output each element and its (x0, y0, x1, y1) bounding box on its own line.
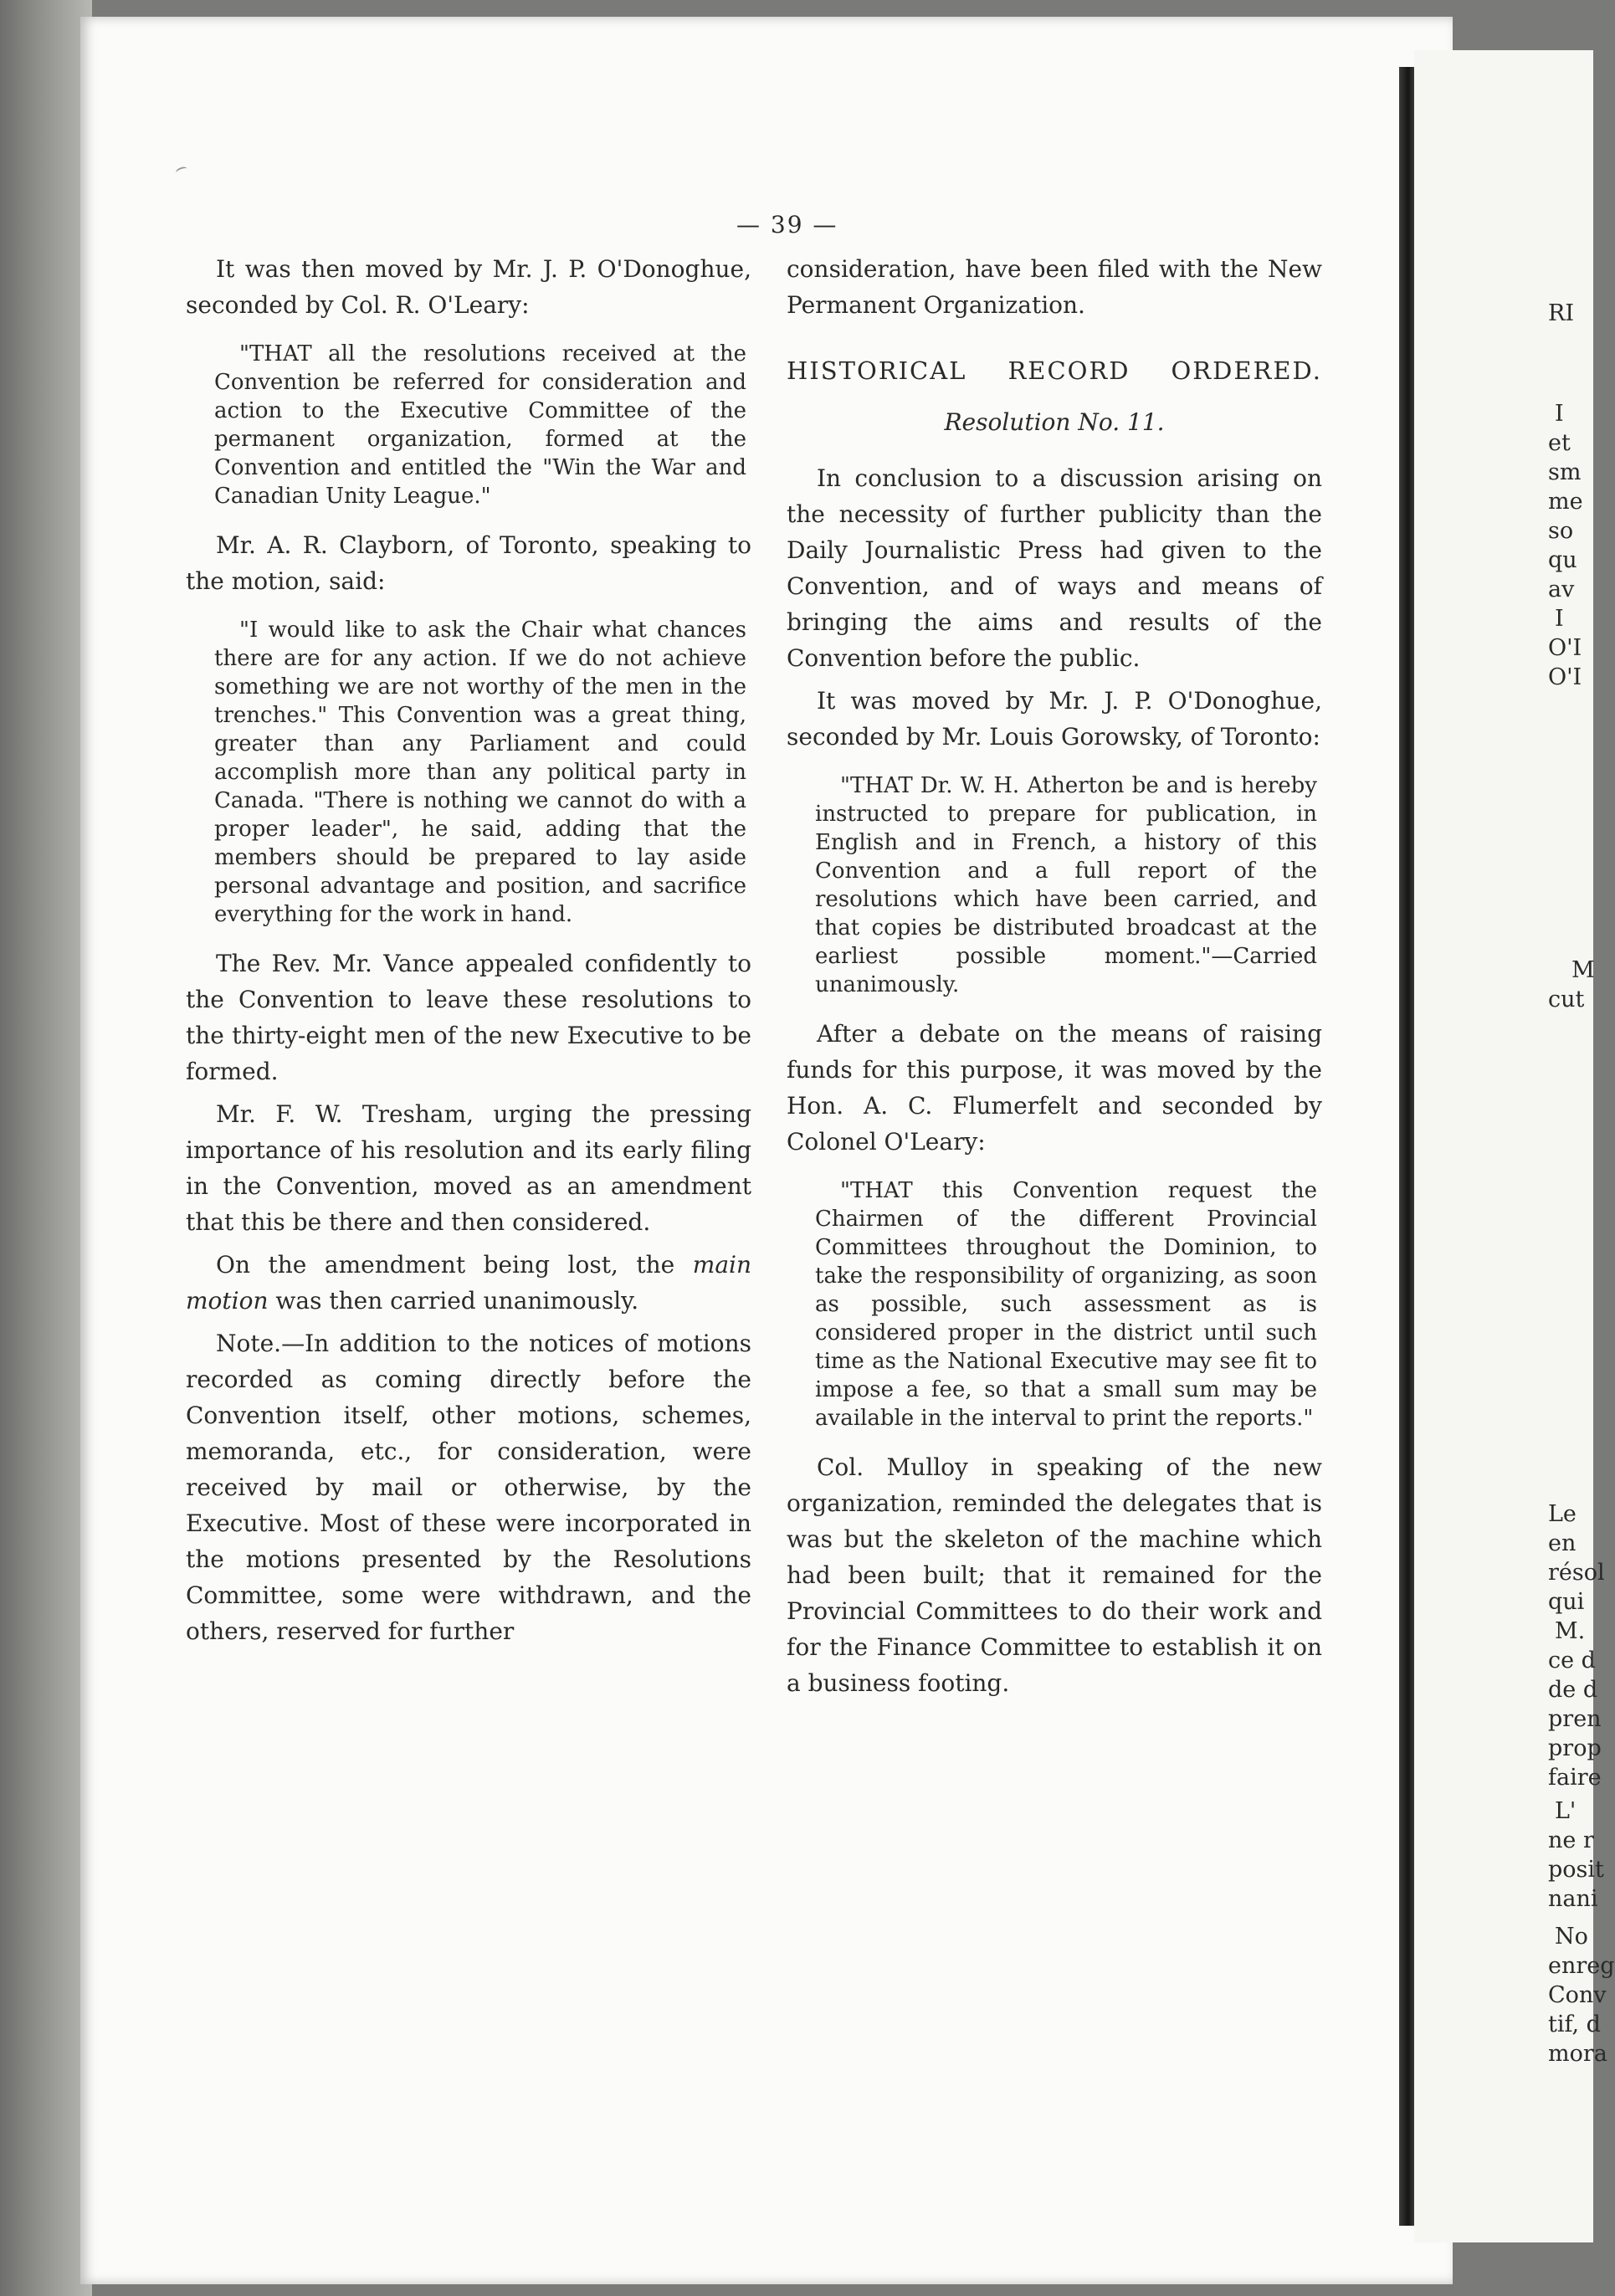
main-motion-emphasis: main motion (186, 1251, 751, 1315)
left-column (186, 251, 751, 1656)
facing-fragment: Le (1548, 1501, 1577, 1527)
facing-fragment: sm (1548, 459, 1582, 485)
facing-fragment: et (1548, 430, 1571, 456)
facing-fragment: qu (1548, 547, 1577, 573)
facing-fragment: RI (1548, 300, 1574, 326)
facing-fragment: No (1555, 1924, 1588, 1950)
facing-fragment: nani (1548, 1886, 1598, 1912)
facing-fragment: pren (1548, 1706, 1602, 1732)
facing-fragment: av (1548, 577, 1575, 602)
facing-fragment: prop (1548, 1735, 1602, 1761)
funds-debate: After a debate on the means of raising funds for this purpose, it was moved by the Hon. A. C. Flumerfelt and seconded by Colonel O'Leary: (787, 1020, 1322, 1156)
facing-fragment: O'I (1548, 664, 1582, 690)
main-motion-text-a: On the amendment being lost, the (216, 1251, 693, 1279)
continuation-paragraph: consideration, have been filed with the New Permanent Organization. (787, 255, 1322, 319)
publicity-discussion: In conclusion to a discussion arising on the necessity of further publicity than the Daily Journalistic Press had given to the Convention, and of ways and means of bringing the aims and results of the Convention before the public. (787, 464, 1322, 672)
facing-page-text (1414, 50, 1615, 2242)
facing-fragment: de d (1548, 1677, 1598, 1703)
motion-intro-history: It was moved by Mr. J. P. O'Donoghue, seconded by Mr. Louis Gorowsky, of Toronto: (787, 687, 1322, 751)
facing-fragment: ne r (1548, 1827, 1594, 1853)
resolution-quote-referral: "THAT all the resolutions received at the Convention be referred for consideration and action to the Executive Committee of the permanent organization, formed at the Convention and entitled the "Win the War and Canadian Unity League." (214, 341, 746, 509)
facing-fragment: posit (1548, 1857, 1604, 1883)
facing-fragment: faire (1548, 1765, 1602, 1791)
page-number: — 39 — (736, 211, 838, 238)
vance-appeal: The Rev. Mr. Vance appealed confidently to the Convention to leave these resolutions to the thirty-eight men of the new Executive to be formed. (186, 950, 751, 1085)
main-motion-carried (186, 1247, 751, 1319)
facing-fragment: I (1555, 606, 1564, 632)
resolution-quote-funds: "THAT this Convention request the Chairmen of the different Provincial Committees throughout the Dominion, to take the responsibility of organizing, as soon as possible, such assessment as is considered proper in the district until such time as the National Executive may see fit to impose a fee, so that a small sum may be available in the interval to print the reports." (815, 1178, 1317, 1431)
facing-fragment: I (1555, 401, 1564, 427)
facing-fragment: mora (1548, 2041, 1607, 2067)
facing-fragment: L' (1555, 1798, 1577, 1824)
clayborn-speech: "I would like to ask the Chair what chances there are for any action. If we do not achieve something we are not worthy of the men in the trenches." This Convention was a great thing, greater than any Parliament and could accomplish more than any political party in Canada. "There is nothing we cannot do with a proper leader", he said, adding that the members should be prepared to lay aside personal advantage and position, and sacrifice everything for the work in hand. (214, 618, 746, 927)
facing-fragment: qui (1548, 1589, 1585, 1615)
speaker-intro: Mr. A. R. Clayborn, of Toronto, speaking to the motion, said: (186, 531, 751, 595)
mulloy-remarks: Col. Mulloy in speaking of the new organization, reminded the delegates that is was but the skeleton of the machine which had been built; that it remained for the Provincial Committees to do their work and for the Finance Committee to establish it on a business footing. (787, 1453, 1322, 1697)
facing-fragment: Conv (1548, 1982, 1607, 2008)
tresham-amendment: Mr. F. W. Tresham, urging the pressing importance of his resolution and its early filing in the Convention, moved as an amendment that this be there and then considered. (186, 1100, 751, 1236)
resolution-quote-history: "THAT Dr. W. H. Atherton be and is hereby instructed to prepare for publication, in English and in French, a history of this Convention and a full report of the resolutions which have been carried, and that copies be distributed broadcast at the earliest possible moment."—Carried unanimously. (815, 773, 1317, 997)
note-paragraph: Note.—In addition to the notices of motions recorded as coming directly before the Convention itself, other motions, schemes, memoranda, etc., for consideration, were received by mail or otherwise, by the Executive. Most of these were incorporated in the motions presented by the Resolutions Committee, some were withdrawn, and the others, reserved for further (186, 1330, 751, 1645)
facing-fragment: M (1571, 957, 1595, 983)
section-heading: HISTORICAL RECORD ORDERED. (787, 356, 1322, 385)
facing-fragment: cut (1548, 987, 1585, 1012)
facing-page-edge (1414, 50, 1615, 2242)
facing-fragment: O'I (1548, 635, 1582, 661)
scan-edge-left (0, 0, 92, 2296)
book-spine (1399, 67, 1414, 2226)
facing-fragment: enreg (1548, 1953, 1615, 1979)
facing-fragment: ce d (1548, 1648, 1596, 1673)
facing-fragment: me (1548, 489, 1583, 515)
facing-fragment: tif, d (1548, 2012, 1601, 2037)
facing-fragment: M. (1555, 1618, 1586, 1644)
motion-intro: It was then moved by Mr. J. P. O'Donoghue, seconded by Col. R. O'Leary: (186, 255, 751, 319)
facing-fragment: en (1548, 1530, 1577, 1556)
resolution-number: Resolution No. 11. (944, 408, 1165, 436)
facing-fragment: so (1548, 518, 1574, 544)
facing-fragment: résol (1548, 1560, 1605, 1586)
main-motion-text-b: was then carried unanimously. (268, 1287, 639, 1315)
right-column (787, 251, 1322, 1708)
